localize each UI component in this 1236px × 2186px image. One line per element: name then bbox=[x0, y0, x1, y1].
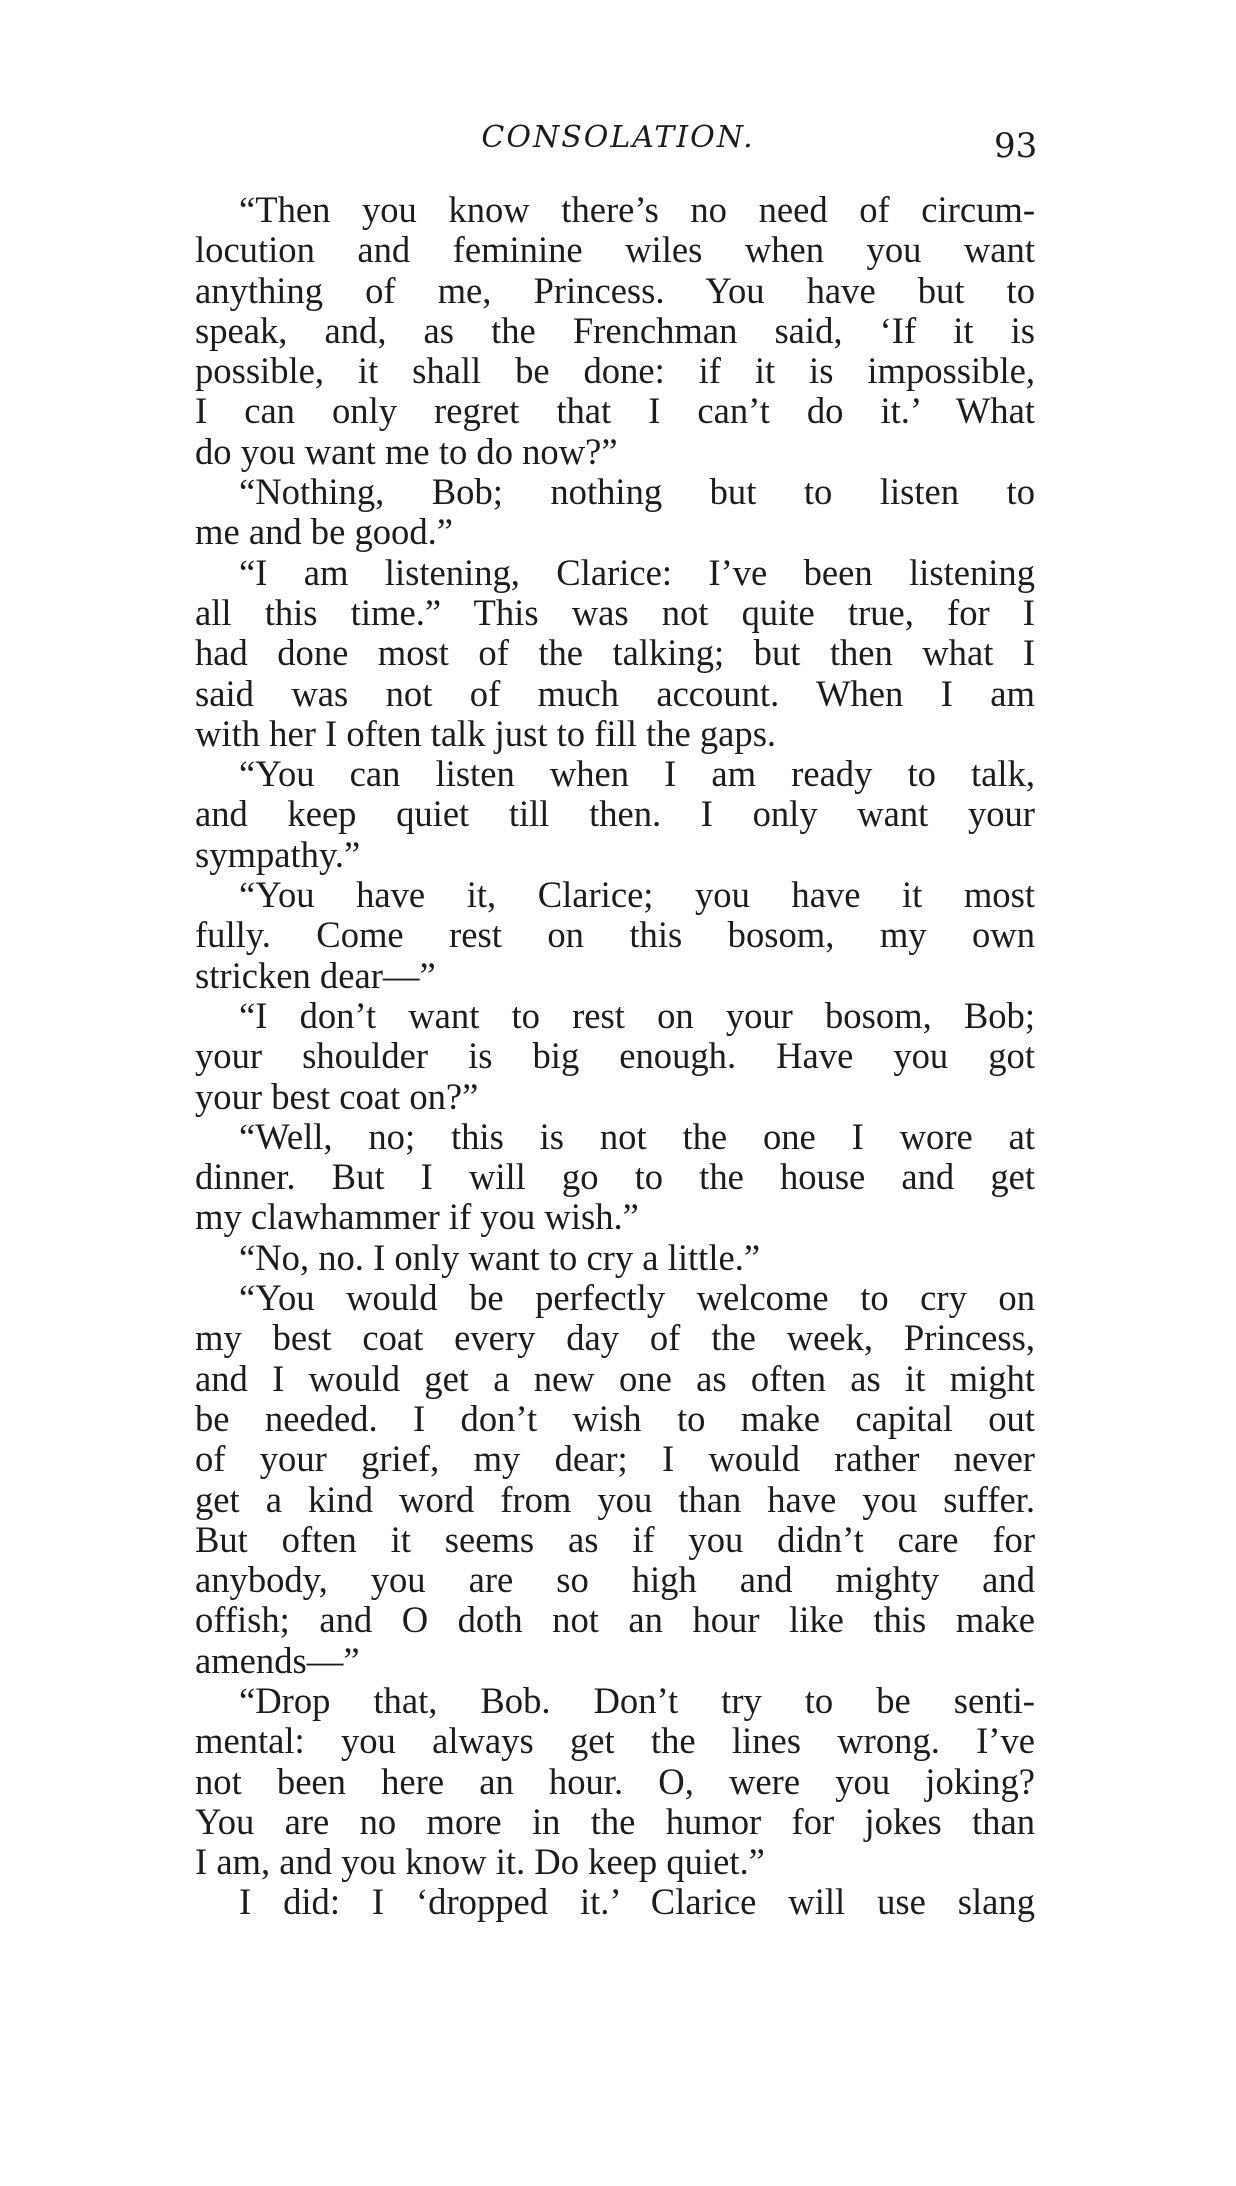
running-head: CONSOLATION. bbox=[481, 120, 755, 155]
paragraph bbox=[195, 1278, 1035, 1681]
text-line: had done most of the talking; but then what I bbox=[195, 632, 1035, 674]
text-line: “I don’t want to rest on your bosom, Bob; bbox=[239, 994, 1035, 1036]
paragraph bbox=[195, 472, 1035, 553]
text-line: with her I often talk just to fill the gaps. bbox=[195, 712, 777, 754]
text-line: said was not of much account. When I am bbox=[195, 672, 1035, 714]
text-line: “Nothing, Bob; nothing but to listen to bbox=[239, 471, 1035, 513]
page-number: 93 bbox=[994, 126, 1038, 166]
text-line: get a kind word from you than have you suffer. bbox=[195, 1478, 1035, 1520]
body-text bbox=[195, 190, 1035, 1923]
text-line: But often it seems as if you didn’t care for bbox=[195, 1518, 1035, 1560]
paragraph bbox=[195, 1117, 1035, 1238]
text-line: locution and feminine wiles when you want bbox=[195, 229, 1035, 271]
text-line: fully. Come rest on this bosom, my own bbox=[195, 914, 1035, 956]
paragraph bbox=[195, 190, 1035, 472]
text-line: “You have it, Clarice; you have it most bbox=[239, 874, 1035, 916]
text-line: not been here an hour. O, were you joking? bbox=[195, 1760, 1035, 1802]
paragraph bbox=[195, 1681, 1035, 1882]
paragraph bbox=[195, 996, 1035, 1117]
text-line: “Drop that, Bob. Don’t try to be senti- bbox=[239, 1679, 1035, 1721]
text-line: I am, and you know it. Do keep quiet.” bbox=[195, 1841, 765, 1883]
text-line: “No, no. I only want to cry a little.” bbox=[239, 1236, 761, 1278]
text-line: You are no more in the humor for jokes than bbox=[195, 1800, 1035, 1842]
text-line: amends—” bbox=[195, 1639, 360, 1681]
text-line: I can only regret that I can’t do it.’ What bbox=[195, 390, 1035, 432]
paragraph bbox=[195, 754, 1035, 875]
text-line: be needed. I don’t wish to make capital out bbox=[195, 1397, 1035, 1439]
text-line: mental: you always get the lines wrong. I’ve bbox=[195, 1720, 1035, 1762]
text-line: I did: I ‘dropped it.’ Clarice will use slang bbox=[239, 1881, 1035, 1923]
text-line: me and be good.” bbox=[195, 511, 453, 553]
text-line: possible, it shall be done: if it is impossible, bbox=[195, 350, 1035, 392]
text-line: dinner. But I will go to the house and get bbox=[195, 1156, 1035, 1198]
text-line: my clawhammer if you wish.” bbox=[195, 1196, 639, 1238]
paragraph bbox=[195, 553, 1035, 754]
text-line: “You can listen when I am ready to talk, bbox=[239, 753, 1035, 795]
text-line: “I am listening, Clarice: I’ve been listening bbox=[239, 551, 1035, 593]
text-line: anybody, you are so high and mighty and bbox=[195, 1559, 1035, 1601]
text-line: all this time.” This was not quite true, for I bbox=[195, 591, 1035, 633]
text-line: of your grief, my dear; I would rather never bbox=[195, 1438, 1035, 1480]
text-line: offish; and O doth not an hour like this make bbox=[195, 1599, 1035, 1641]
text-line: and I would get a new one as often as it might bbox=[195, 1357, 1035, 1399]
text-line: stricken dear—” bbox=[195, 954, 436, 996]
text-line: “Well, no; this is not the one I wore at bbox=[239, 1115, 1035, 1157]
text-line: and keep quiet till then. I only want your bbox=[195, 793, 1035, 835]
paragraph bbox=[195, 1238, 1035, 1278]
text-line: my best coat every day of the week, Princess, bbox=[195, 1317, 1035, 1359]
paragraph bbox=[195, 1882, 1035, 1922]
text-line: your shoulder is big enough. Have you got bbox=[195, 1035, 1035, 1077]
text-line: “Then you know there’s no need of circum- bbox=[239, 189, 1035, 230]
text-line: anything of me, Princess. You have but to bbox=[195, 269, 1035, 311]
text-line: “You would be perfectly welcome to cry on bbox=[239, 1277, 1035, 1319]
paragraph bbox=[195, 875, 1035, 996]
text-line: do you want me to do now?” bbox=[195, 430, 618, 472]
text-line: your best coat on?” bbox=[195, 1075, 479, 1117]
text-line: speak, and, as the Frenchman said, ‘If it is bbox=[195, 309, 1035, 351]
text-line: sympathy.” bbox=[195, 833, 361, 875]
